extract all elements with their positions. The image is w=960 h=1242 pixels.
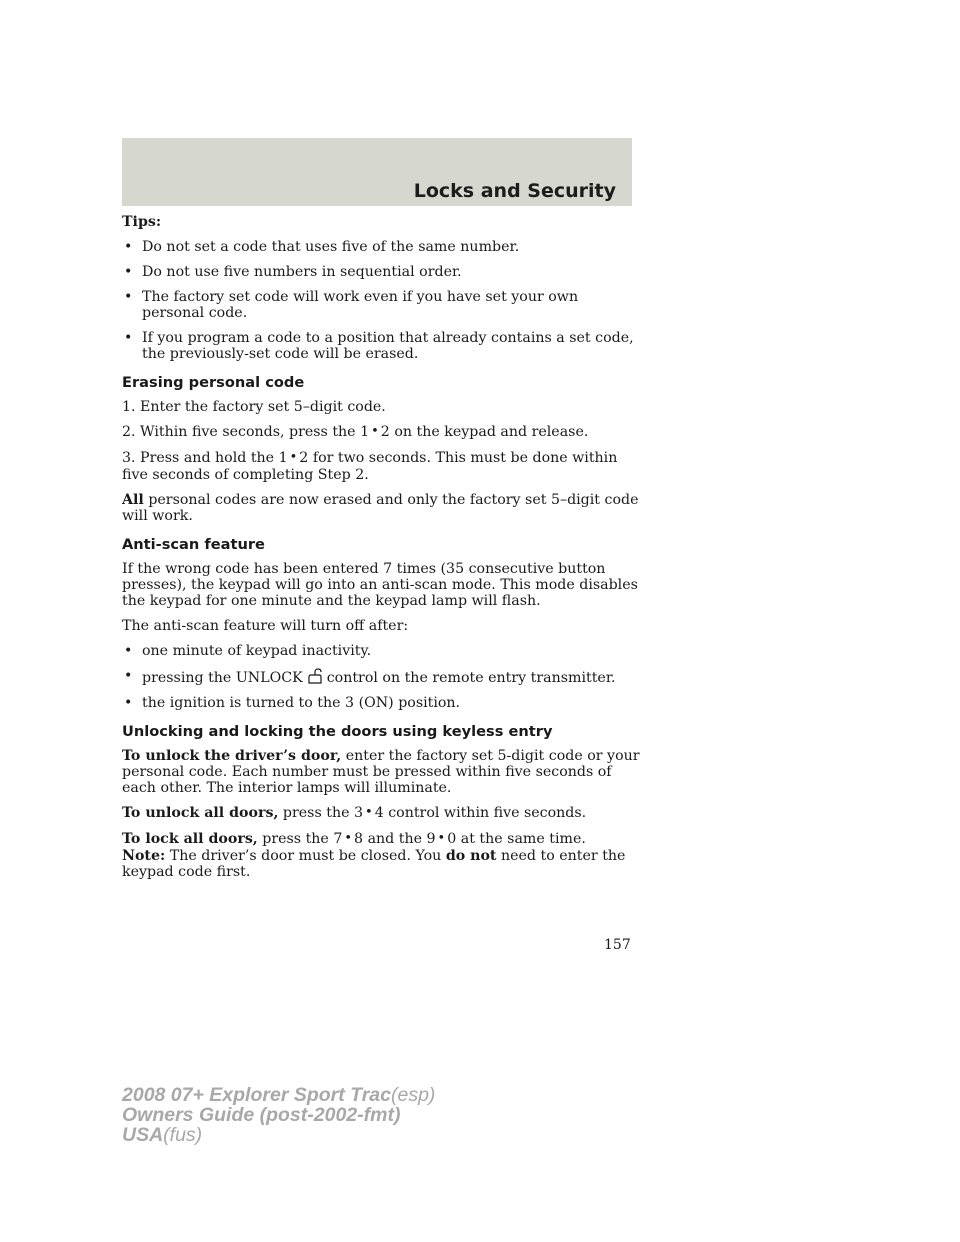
lock-all-paragraph: To lock all doors, press the 7 • 8 and the 9 • 0 at the same time. Note: The driver’s door must be closed. You do not need to enter the keypad code first. bbox=[122, 831, 626, 880]
unlock-icon bbox=[305, 668, 325, 684]
page-number: 157 bbox=[604, 937, 631, 953]
bullet-icon: • bbox=[124, 264, 133, 280]
list-item: • Do not set a code that uses five of the same number. bbox=[124, 239, 520, 255]
unlock-all-paragraph: To unlock all doors, press the 3 • 4 control within five seconds. bbox=[122, 805, 587, 821]
page-content bbox=[122, 214, 642, 889]
erasing-step-3: 3. Press and hold the 1 • 2 for two seconds. This must be done within five seconds of completing Step 2. bbox=[122, 450, 618, 483]
antiscan-heading: Anti-scan feature bbox=[122, 536, 265, 553]
bullet-icon: • bbox=[124, 239, 133, 255]
tips-list bbox=[122, 239, 642, 362]
bullet-icon: • bbox=[124, 695, 133, 711]
erasing-step-1: 1. Enter the factory set 5–digit code. bbox=[122, 399, 386, 415]
tips-heading: Tips: bbox=[122, 214, 162, 230]
bullet-icon: • bbox=[371, 424, 379, 439]
list-item: • the ignition is turned to the 3 (ON) position. bbox=[124, 695, 461, 711]
section-title: Locks and Security bbox=[413, 180, 616, 202]
list-item: • pressing the UNLOCK control on the remote entry transmitter. bbox=[124, 668, 616, 686]
erasing-note: All personal codes are now erased and only the factory set 5–digit code will work. bbox=[122, 492, 639, 524]
erasing-heading: Erasing personal code bbox=[122, 374, 305, 391]
bullet-icon: • bbox=[124, 289, 133, 305]
list-item: • Do not use five numbers in sequential order. bbox=[124, 264, 462, 280]
antiscan-paragraph: If the wrong code has been entered 7 times (35 consecutive button presses), the keypad will go into an anti-scan mode. This mode disables the keypad for one minute and the keypad lamp will flash. bbox=[122, 561, 638, 609]
footer-line-1: 2008 07+ Explorer Sport Trac(esp) bbox=[122, 1084, 436, 1106]
list-item: • one minute of keypad inactivity. bbox=[124, 643, 372, 659]
antiscan-list bbox=[122, 643, 642, 711]
bullet-icon: • bbox=[365, 805, 373, 820]
bullet-icon: • bbox=[124, 643, 133, 659]
bullet-icon: • bbox=[124, 668, 133, 684]
unlocking-heading: Unlocking and locking the doors using keyless entry bbox=[122, 723, 553, 740]
note-label: Note: bbox=[122, 848, 166, 864]
list-item: • The factory set code will work even if you have set your own personal code. bbox=[124, 289, 579, 321]
list-item: • If you program a code to a position that already contains a set code, the previously-set code will be erased. bbox=[124, 330, 634, 362]
footer bbox=[122, 1085, 435, 1145]
bullet-icon: • bbox=[437, 831, 446, 846]
footer-line-3: USA(fus) bbox=[122, 1124, 203, 1146]
antiscan-intro: The anti-scan feature will turn off after: bbox=[122, 618, 409, 634]
bullet-icon: • bbox=[124, 330, 133, 346]
section-header-band bbox=[122, 138, 632, 206]
footer-line-2: Owners Guide (post-2002-fmt) bbox=[122, 1104, 401, 1126]
bullet-icon: • bbox=[344, 831, 353, 846]
erasing-step-2: 2. Within five seconds, press the 1 • 2 on the keypad and release. bbox=[122, 424, 589, 440]
unlock-driver-paragraph: To unlock the driver’s door, enter the factory set 5-digit code or your personal code. Each number must be pressed within five seconds of each other. The interior lamps will illuminate. bbox=[122, 748, 640, 796]
bullet-icon: • bbox=[289, 450, 298, 465]
